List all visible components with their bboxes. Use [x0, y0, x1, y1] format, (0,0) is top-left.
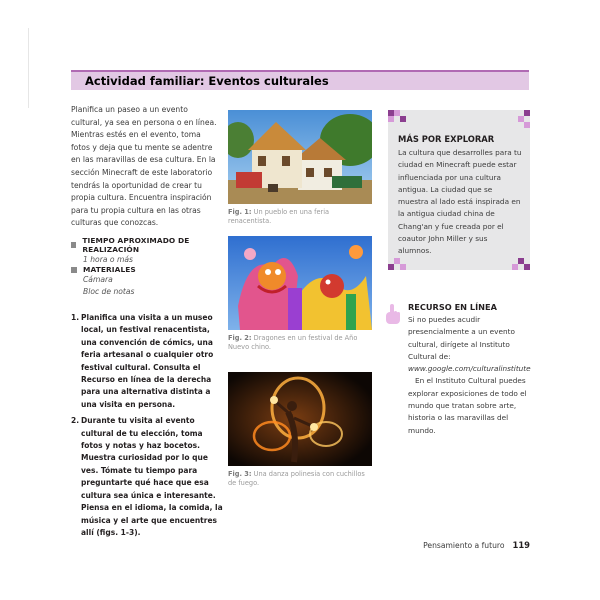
pixel-corner-icon: [388, 264, 394, 270]
pixel-corner-icon: [400, 116, 406, 122]
step-number: 1.: [71, 313, 80, 322]
pixel-corner-icon: [524, 110, 530, 116]
fire-dance-image: [228, 372, 372, 466]
dragon-festival-image: [228, 236, 372, 330]
pixel-corner-icon: [400, 264, 406, 270]
figure-label: Fig. 2:: [228, 334, 252, 342]
time-value: 1 hora o más: [83, 255, 133, 264]
figure-label: Fig. 1:: [228, 208, 252, 216]
page-footer: [420, 540, 530, 550]
figure-3-photo: [228, 372, 372, 466]
figure-2-caption: Fig. 2: Dragones en un festival de Año Nuevo chino.: [228, 334, 358, 351]
pixel-corner-icon: [524, 122, 530, 128]
square-bullet-icon: [71, 267, 77, 273]
intro-paragraph: Planifica un paseo a un evento cultural, ya sea en persona o en línea. Mientras estés en el evento, toma fotos y deja que tu mente se adentre en las maravillas de esa cultura. En la sección Minecraft de este laboratorio tendrás la oportunidad de crear tu propia cultura. Encuentra inspiración para tu propia cultura en las otras culturas que conozcas.: [71, 105, 217, 228]
page-number: 119: [512, 540, 530, 550]
square-bullet-icon: [71, 242, 76, 248]
page-edge: [28, 28, 29, 108]
pixel-corner-icon: [518, 258, 524, 264]
explore-title: MÁS POR EXPLORAR: [398, 134, 495, 144]
time-heading: TIEMPO APROXIMADO DE REALIZACIÓN: [82, 236, 190, 254]
page-title: Actividad familiar: Eventos culturales: [85, 74, 329, 88]
step-item: [71, 312, 223, 411]
pointing-hand-icon: [383, 303, 403, 327]
materials-block: [71, 265, 231, 298]
pixel-corner-icon: [388, 116, 394, 122]
step-item: [71, 415, 223, 539]
online-resource-text: Si no puedes acudir presencialmente a un evento cultural, dirígete al Instituto Cultural de: www.google.com/culturalinstitute En el Instituto Cultural puedes explorar exposiciones de todo el mundo que tratan sobre arte, historia o las maravillas del mundo.: [408, 315, 531, 435]
culturalinstitute-link[interactable]: www.google.com/culturalinstitute: [408, 364, 531, 374]
figure-1-photo: [228, 110, 372, 204]
step-number: 2.: [71, 416, 80, 426]
footer-section: Pensamiento a futuro: [423, 541, 505, 550]
figure-3-caption: Fig. 3: Una danza polinesia con cuchillos de fuego.: [228, 470, 365, 487]
step-text: Durante tu visita al evento cultural de tu elección, toma fotos y notas y haz bocetos. Muestra curiosidad por lo que ves. Tómate tu tiempo para preguntarte qué hace que esa cultura sea única e interesante. Piensa en el idioma, la comida, la música y el arte que encuentres allí (figs. 1-3).: [81, 416, 223, 537]
material-item: Cámara: [83, 275, 113, 284]
steps-list: [71, 312, 223, 543]
online-resource-title: RECURSO EN LÍNEA: [408, 302, 497, 312]
figure-2-photo: [228, 236, 372, 330]
pixel-corner-icon: [512, 264, 518, 270]
figure-1-caption: Fig. 1: Un pueblo en una feria renacentista.: [228, 208, 330, 225]
materials-heading: MATERIALES: [83, 265, 136, 274]
explore-text: La cultura que desarrolles para tu ciudad en Minecraft puede estar influenciada por una cultura antigua. La ciudad que se muestra al lado está inspirada en la antigua ciudad china de Chang'an y fue creada por el coautor John Miller y sus alumnos.: [398, 148, 522, 256]
figure-label: Fig. 3:: [228, 470, 252, 478]
renaissance-village-image: [228, 110, 372, 204]
material-item: Bloc de notas: [83, 287, 135, 296]
time-block: [71, 236, 231, 266]
step-text: Planifica una visita a un museo local, un festival renacentista, una convención de cómics, una feria artesanal o cualquier otro festival cultural. Consulta el Recurso en línea de la derecha para una alternativa distinta a una visita en persona.: [81, 313, 214, 409]
pixel-corner-icon: [524, 264, 530, 270]
title-bar: [71, 70, 529, 90]
